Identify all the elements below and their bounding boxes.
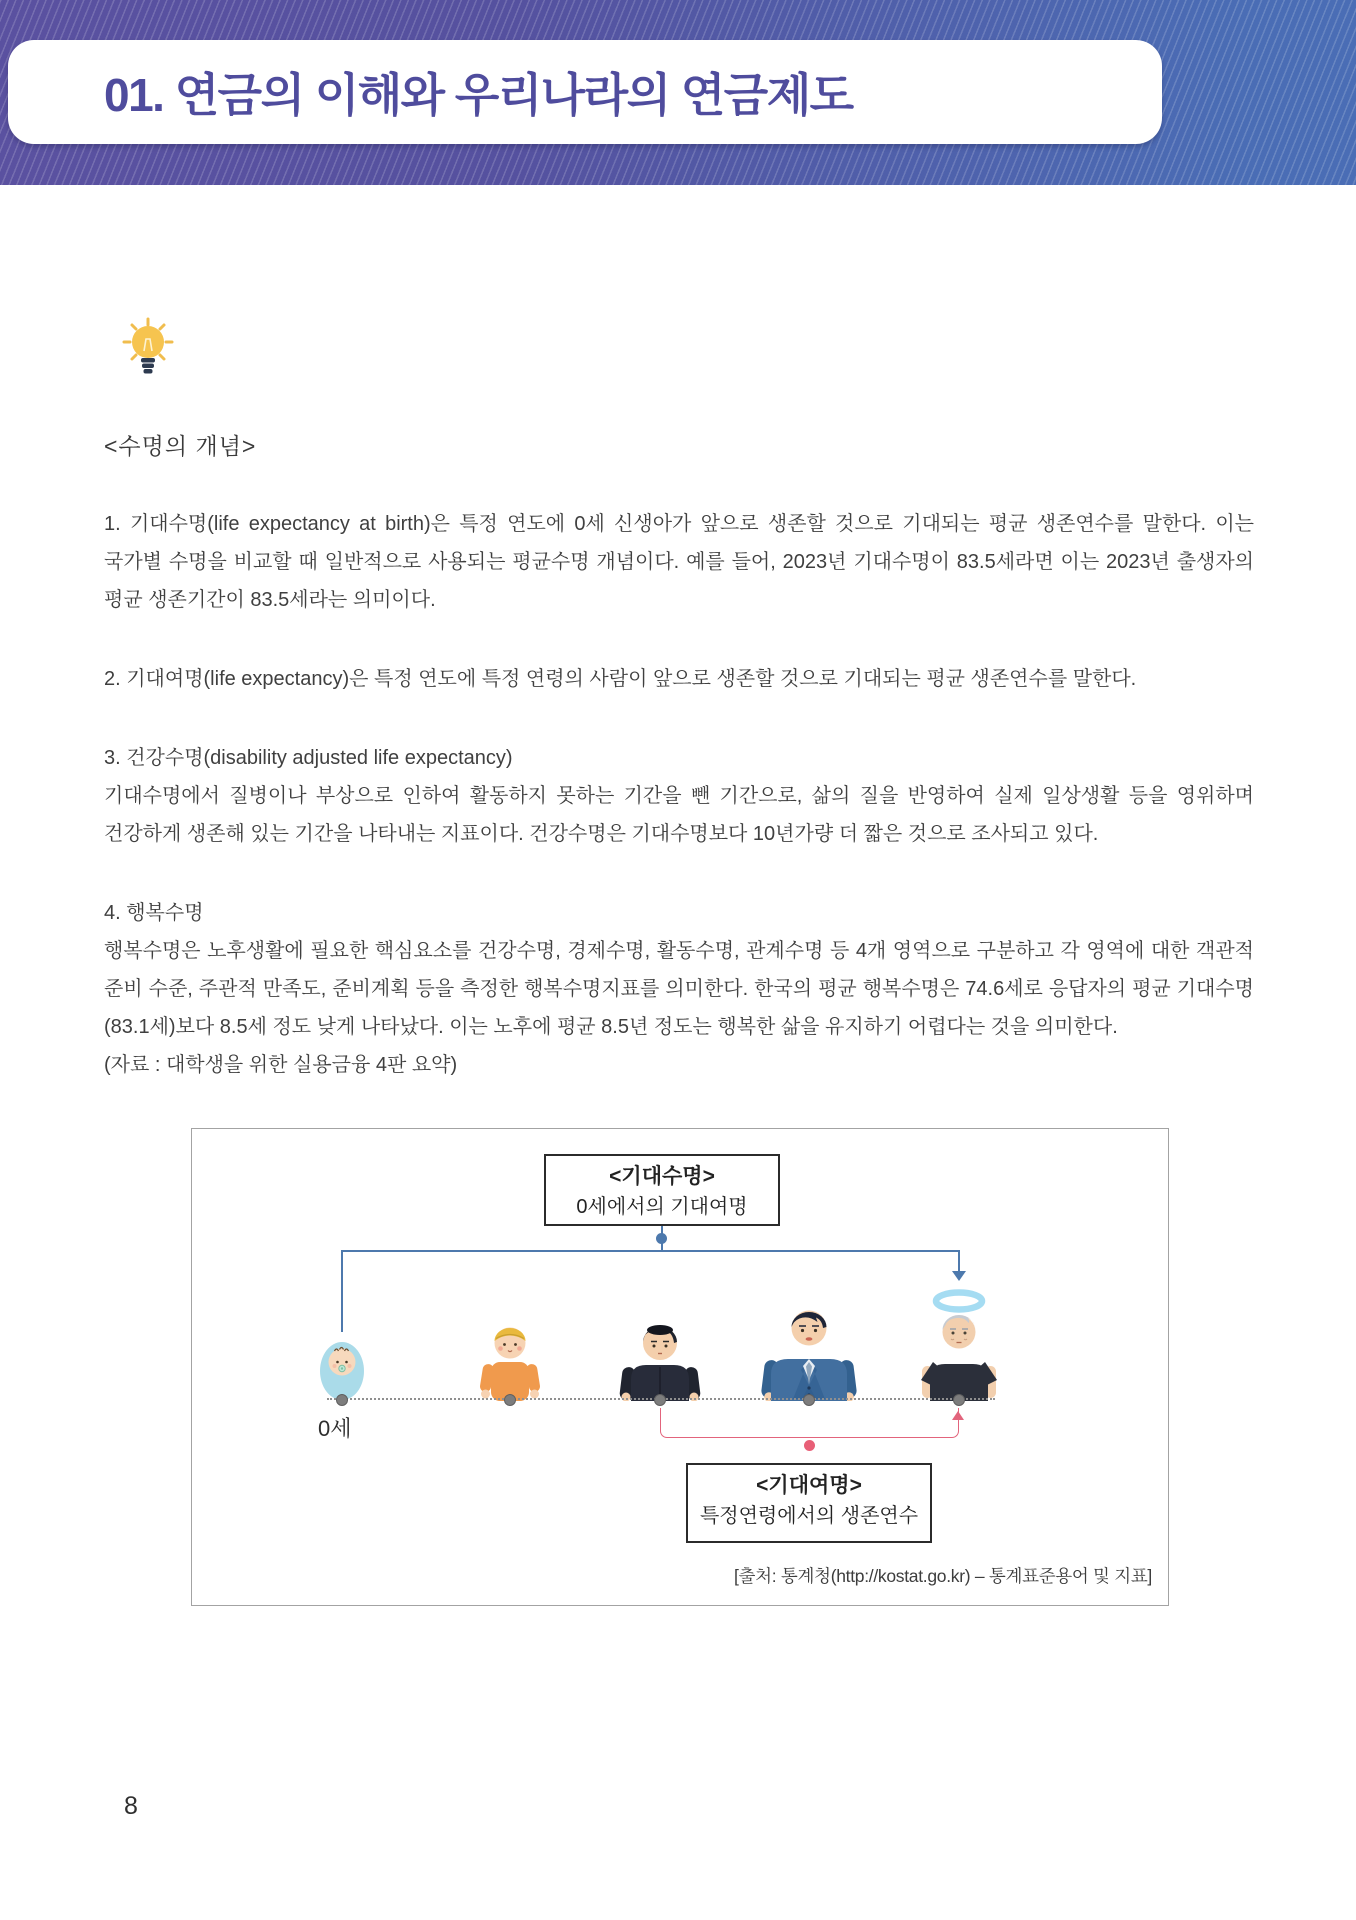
section-heading: <수명의 개념> <box>104 433 257 459</box>
life-expectancy-box-title: <기대수명> <box>609 1165 715 1188</box>
age-zero-label: 0세 <box>318 1416 352 1441</box>
pink-arrow-up-icon <box>952 1411 964 1420</box>
paragraph-4-title: 4. 행복수명 <box>104 902 204 924</box>
figure-elderly-man-icon <box>918 1288 1000 1401</box>
blue-bracket-left-drop <box>341 1250 343 1332</box>
remaining-life-expectancy-box-subtitle: 특정연령에서의 생존연수 <box>699 1505 919 1527</box>
page-content <box>0 316 1356 1606</box>
page-number: 8 <box>124 1792 138 1820</box>
life-expectancy-box <box>544 1154 780 1226</box>
chapter-title-box <box>8 40 1162 144</box>
paragraph-4-body: 행복수명은 노후생활에 필요한 핵심요소를 건강수명, 경제수명, 활동수명, 관계수명 등 4개 영역으로 구분하고 각 영역에 대한 객관적 준비 수준, 주관적 만족도, 준비계획 등을 측정한 행복수명지표를 의미한다. 한국의 평균 행복수명은 74.6세로 응답자의 평균 기대수명(83.1세)보다 8.5세 정도 낮게 나타났다. 이는 노후에 평균 8.5년 정도는 행복한 삶을 유지하기 어렵다는 것을 의미한다. <box>104 940 1254 1038</box>
chapter-title: 01. 연금의 이해와 우리나라의 연금제도 <box>104 69 853 121</box>
timeline-dot-elderly <box>953 1394 965 1406</box>
pink-connector-dot <box>804 1440 815 1451</box>
remaining-life-expectancy-box <box>686 1463 932 1543</box>
figure-middle-aged-man-icon <box>761 1298 857 1401</box>
paragraph-3-body: 기대수명에서 질병이나 부상으로 인하여 활동하지 못하는 기간을 뺀 기간으로, 삶의 질을 반영하여 실제 일상생활 등을 영위하며 건강하게 생존해 있는 기간을 나타내는 지표이다. 건강수명은 기대수명보다 10년가량 더 짧은 것으로 조사되고 있다. <box>104 785 1254 845</box>
paragraph-2: 2. 기대여명(life expectancy)은 특정 연도에 특정 연령의 사람이 앞으로 생존할 것으로 기대되는 평균 생존연수를 말한다. <box>104 668 1137 690</box>
timeline-dot-young-adult <box>654 1394 666 1406</box>
paragraph-3 <box>104 739 1254 853</box>
timeline-dot-baby <box>336 1394 348 1406</box>
figure-child-icon <box>478 1317 542 1401</box>
timeline-dot-child <box>504 1394 516 1406</box>
life-expectancy-box-subtitle: 0세에서의 기대여명 <box>576 1196 748 1218</box>
figure-young-adult-icon <box>617 1309 703 1401</box>
life-expectancy-diagram <box>191 1128 1169 1606</box>
paragraph-4 <box>104 894 1254 1084</box>
paragraph-3-title: 3. 건강수명(disability adjusted life expectancy) <box>104 747 513 769</box>
paragraph-1: 1. 기대수명(life expectancy at birth)은 특정 연도에 0세 신생아가 앞으로 생존할 것으로 기대되는 평균 생존연수를 말한다. 이는 국가별 수명을 비교할 때 일반적으로 사용되는 평균수명 개념이다. 예를 들어, 2023년 기대수명이 83.5세라면 이는 2023년 출생자의 평균 생존기간이 83.5세라는 의미이다. <box>104 513 1254 611</box>
chapter-banner <box>0 0 1356 185</box>
blue-arrow-down-icon <box>952 1271 966 1281</box>
blue-bracket-right-drop <box>958 1250 960 1272</box>
diagram-source-citation: [출처: 통계청(http://kostat.go.kr) – 통계표준용어 및 지표] <box>734 1566 1152 1586</box>
lightbulb-icon <box>116 316 180 390</box>
figure-baby-icon <box>319 1335 365 1401</box>
remaining-life-expectancy-box-title: <기대여명> <box>756 1474 862 1497</box>
blue-connector-dot <box>656 1233 667 1244</box>
timeline-dot-middle-aged <box>803 1394 815 1406</box>
pink-bracket-line <box>660 1408 959 1438</box>
paragraph-4-source: (자료 : 대학생을 위한 실용금융 4판 요약) <box>104 1054 458 1076</box>
blue-bracket-line <box>342 1250 959 1252</box>
